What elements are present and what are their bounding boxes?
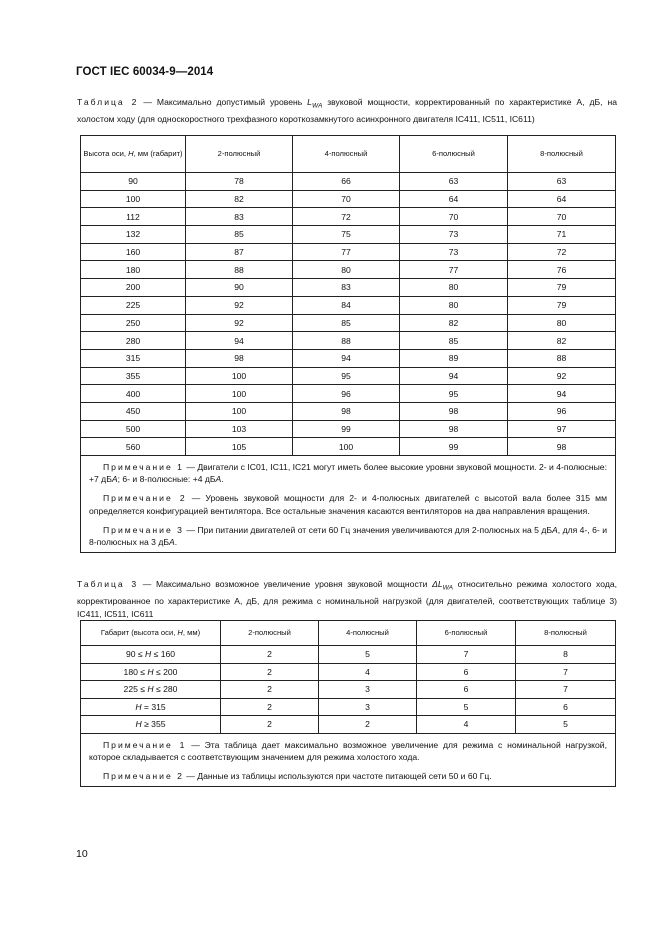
table3-col-gabarit (81, 621, 221, 646)
table3-col-2pole: 2-полюсный (221, 621, 319, 646)
gabarit-cell (81, 663, 221, 681)
value-cell: 70 (400, 208, 508, 226)
note-unit-letter: A (168, 537, 175, 548)
table-row (81, 367, 616, 385)
value-cell: 95 (400, 385, 508, 403)
gabarit-pre: 90 ≤ (125, 649, 145, 660)
note-text: — При питании двигателей от сети 60 Гц значения увеличиваются для 2-полюсных на 5 дБ (183, 524, 553, 535)
gabarit-symbol: H (145, 649, 152, 660)
gabarit-post: ≥ 355 (141, 719, 166, 730)
table2-caption-text-a: — Максимально допустимый уровень (138, 97, 308, 107)
gabarit-pre: 180 ≤ (123, 666, 148, 677)
value-cell: 80 (508, 314, 616, 332)
table3 (80, 620, 616, 787)
value-cell: 4 (417, 716, 516, 734)
table-row (81, 681, 616, 699)
note-label: Примечание 1 (103, 739, 187, 750)
value-cell: 96 (508, 402, 616, 420)
table2-col-height-b: , мм (габарит) (133, 149, 183, 158)
value-cell: 88 (186, 261, 293, 279)
value-cell: 71 (508, 226, 616, 244)
note-label: Примечание 2 (103, 770, 184, 781)
table2-caption-text-b: звуковой мощности, корректированный по характеристике А, дБ, на холостом ходу (для односкоростного трехфазного короткозамкнутого асинхронного двигателя IC411, IC511, IC611) (77, 97, 617, 125)
table-row (81, 226, 616, 244)
table2-note-1 (89, 461, 607, 485)
height-cell: 160 (81, 243, 186, 261)
height-cell: 225 (81, 296, 186, 314)
value-cell: 5 (319, 646, 417, 664)
height-cell: 90 (81, 173, 186, 191)
table2-notes (81, 456, 616, 553)
value-cell: 82 (186, 190, 293, 208)
table-row (81, 646, 616, 664)
note-text: — Данные из таблицы используются при частоте питающей сети 50 и 60 Гц. (183, 770, 492, 781)
table2-col-4pole: 4-полюсный (293, 136, 400, 173)
value-cell: 76 (508, 261, 616, 279)
value-cell: 85 (400, 332, 508, 350)
value-cell: 6 (417, 663, 516, 681)
value-cell: 3 (319, 698, 417, 716)
table3-note-2 (89, 770, 607, 782)
value-cell: 73 (400, 243, 508, 261)
value-cell: 2 (221, 681, 319, 699)
value-cell: 89 (400, 349, 508, 367)
table-row (81, 173, 616, 191)
value-cell: 105 (186, 438, 293, 456)
value-cell: 88 (508, 349, 616, 367)
value-cell: 72 (293, 208, 400, 226)
height-cell: 400 (81, 385, 186, 403)
height-cell: 500 (81, 420, 186, 438)
table3-caption-text-a: — Максимально возможное увеличение уровня звуковой мощности (138, 579, 433, 589)
value-cell: 98 (508, 438, 616, 456)
table3-col-6pole: 6-полюсный (417, 621, 516, 646)
value-cell: 82 (508, 332, 616, 350)
note-text: ; 6- и 8-полюсные: +4 дБ (117, 474, 216, 485)
value-cell: 85 (293, 314, 400, 332)
table-row (81, 314, 616, 332)
table-row (81, 208, 616, 226)
value-cell: 82 (400, 314, 508, 332)
gabarit-symbol: H (135, 719, 142, 730)
table3-col-8pole: 8-полюсный (516, 621, 616, 646)
value-cell: 77 (293, 243, 400, 261)
table-row (81, 716, 616, 734)
table3-notes (81, 733, 616, 787)
value-cell: 84 (293, 296, 400, 314)
value-cell: 92 (508, 367, 616, 385)
table-row (81, 438, 616, 456)
value-cell: 103 (186, 420, 293, 438)
value-cell: 64 (508, 190, 616, 208)
value-cell: 75 (293, 226, 400, 244)
value-cell: 80 (400, 296, 508, 314)
table3-header-row (81, 621, 616, 646)
note-unit-letter: A (552, 524, 558, 535)
value-cell: 77 (400, 261, 508, 279)
value-cell: 2 (319, 716, 417, 734)
table3-note-1 (89, 739, 607, 763)
value-cell: 100 (186, 385, 293, 403)
table-row (81, 279, 616, 297)
table3-caption-text-b: относительно режима холостого хода, корректированное по характеристике А, дБ, для режима с номинальной нагрузкой (для двигателей, соответствующих таблице 3) IC411, IC511, IC611 (77, 579, 617, 619)
value-cell: 98 (293, 402, 400, 420)
value-cell: 7 (516, 681, 616, 699)
table3-col-gabarit-a: Габарит (высота оси, (100, 628, 178, 637)
value-cell: 3 (319, 681, 417, 699)
value-cell: 73 (400, 226, 508, 244)
table-row (81, 385, 616, 403)
height-cell: 132 (81, 226, 186, 244)
value-cell: 100 (293, 438, 400, 456)
value-cell: 4 (319, 663, 417, 681)
gabarit-post: ≤ 280 (153, 684, 178, 695)
table3-body (81, 646, 616, 734)
table-row (81, 261, 616, 279)
table-row (81, 663, 616, 681)
table2-body (81, 173, 616, 456)
gabarit-cell (81, 681, 221, 699)
note-unit-letter: A (215, 474, 222, 485)
value-cell: 94 (400, 367, 508, 385)
value-cell: 8 (516, 646, 616, 664)
value-cell: 98 (400, 420, 508, 438)
value-cell: 79 (508, 279, 616, 297)
table-row (81, 332, 616, 350)
table2-col-height (81, 136, 186, 173)
table-row (81, 402, 616, 420)
table3-caption-subscript: WA (442, 584, 454, 592)
height-cell: 560 (81, 438, 186, 456)
value-cell: 88 (293, 332, 400, 350)
height-cell: 180 (81, 261, 186, 279)
value-cell: 92 (186, 296, 293, 314)
value-cell: 2 (221, 646, 319, 664)
table2 (80, 135, 616, 553)
table3-col-gabarit-symbol: H (177, 628, 183, 637)
value-cell: 98 (186, 349, 293, 367)
table-row (81, 698, 616, 716)
value-cell: 70 (293, 190, 400, 208)
value-cell: 94 (186, 332, 293, 350)
value-cell: 5 (417, 698, 516, 716)
value-cell: 83 (293, 279, 400, 297)
gabarit-pre: 225 ≤ (123, 684, 148, 695)
table2-col-2pole: 2-полюсный (186, 136, 293, 173)
value-cell: 78 (186, 173, 293, 191)
value-cell: 92 (186, 314, 293, 332)
value-cell: 7 (417, 646, 516, 664)
height-cell: 355 (81, 367, 186, 385)
table-row (81, 349, 616, 367)
table-row (81, 296, 616, 314)
value-cell: 100 (186, 367, 293, 385)
height-cell: 450 (81, 402, 186, 420)
value-cell: 79 (508, 296, 616, 314)
height-cell: 200 (81, 279, 186, 297)
value-cell: 97 (508, 420, 616, 438)
value-cell: 6 (516, 698, 616, 716)
table2-label: Таблица 2 (77, 97, 139, 107)
note-text: — Двигатели с IC01, IC11, IC21 могут иметь более высокие уровни звуковой мощности. 2- и 4-полюсные: +7 дБ (89, 462, 607, 485)
table3-caption (77, 578, 617, 621)
value-cell: 2 (221, 698, 319, 716)
gabarit-symbol: H (147, 666, 154, 677)
note-label: Примечание 1 (103, 462, 184, 472)
table3-label: Таблица 3 (77, 579, 139, 589)
value-cell: 6 (417, 681, 516, 699)
height-cell: 315 (81, 349, 186, 367)
value-cell: 5 (516, 716, 616, 734)
table3-col-4pole: 4-полюсный (319, 621, 417, 646)
note-label: Примечание 3 (103, 524, 184, 535)
value-cell: 83 (186, 208, 293, 226)
value-cell: 90 (186, 279, 293, 297)
value-cell: 95 (293, 367, 400, 385)
table3-caption-symbol: ΔL (432, 579, 443, 589)
value-cell: 80 (293, 261, 400, 279)
table-row (81, 190, 616, 208)
gabarit-cell (81, 716, 221, 734)
gabarit-post: ≤ 200 (153, 666, 178, 677)
height-cell: 100 (81, 190, 186, 208)
note-text: — Уровень звуковой мощности для 2- и 4-полюсных двигателей с высотой вала более 315 мм определяется конфигурацией вентилятора. Все остальные значения касаются вентиляторов на два направления вращения. (89, 493, 607, 516)
table2-col-height-a: Высота оси, (83, 149, 129, 158)
standard-header: ГОСТ IEC 60034-9—2014 (76, 66, 214, 78)
value-cell: 2 (221, 716, 319, 734)
value-cell: 98 (400, 402, 508, 420)
value-cell: 100 (186, 402, 293, 420)
value-cell: 72 (508, 243, 616, 261)
table3-col-gabarit-b: , мм) (182, 628, 201, 637)
gabarit-post: ≤ 160 (151, 649, 176, 660)
gabarit-cell (81, 698, 221, 716)
table2-col-height-symbol: H (128, 149, 134, 158)
note-text: — Эта таблица дает максимально возможное увеличение для режима с номинальной нагрузкой, которое складывается с соответствующим значением для режима холостого хода. (89, 739, 607, 762)
table2-col-8pole: 8-полюсный (508, 136, 616, 173)
table2-note-3 (89, 524, 607, 548)
note-text: . (174, 537, 178, 548)
table2-caption-subscript: WA (311, 102, 323, 110)
value-cell: 80 (400, 279, 508, 297)
gabarit-post: = 315 (141, 701, 166, 712)
value-cell: 94 (508, 385, 616, 403)
value-cell: 64 (400, 190, 508, 208)
note-text: , для 4-, 6- и 8-полюсных на 3 дБ (89, 524, 607, 548)
table2-header-row (81, 136, 616, 173)
value-cell: 7 (516, 663, 616, 681)
table2-caption-symbol: L (307, 97, 312, 107)
value-cell: 63 (400, 173, 508, 191)
value-cell: 85 (186, 226, 293, 244)
gabarit-cell (81, 646, 221, 664)
value-cell: 63 (508, 173, 616, 191)
gabarit-symbol: H (147, 684, 154, 695)
value-cell: 66 (293, 173, 400, 191)
note-text: . (221, 474, 224, 485)
height-cell: 112 (81, 208, 186, 226)
note-unit-letter: A (111, 474, 118, 485)
value-cell: 87 (186, 243, 293, 261)
gabarit-symbol: H (135, 701, 142, 712)
value-cell: 99 (293, 420, 400, 438)
table2-note-2 (89, 492, 607, 516)
value-cell: 94 (293, 349, 400, 367)
table2-caption (77, 96, 617, 126)
height-cell: 250 (81, 314, 186, 332)
table-row (81, 420, 616, 438)
page-number: 10 (76, 848, 88, 860)
value-cell: 2 (221, 663, 319, 681)
table2-col-6pole: 6-полюсный (400, 136, 508, 173)
table-row (81, 243, 616, 261)
value-cell: 99 (400, 438, 508, 456)
note-label: Примечание 2 (103, 493, 187, 504)
value-cell: 96 (293, 385, 400, 403)
value-cell: 70 (508, 208, 616, 226)
height-cell: 280 (81, 332, 186, 350)
